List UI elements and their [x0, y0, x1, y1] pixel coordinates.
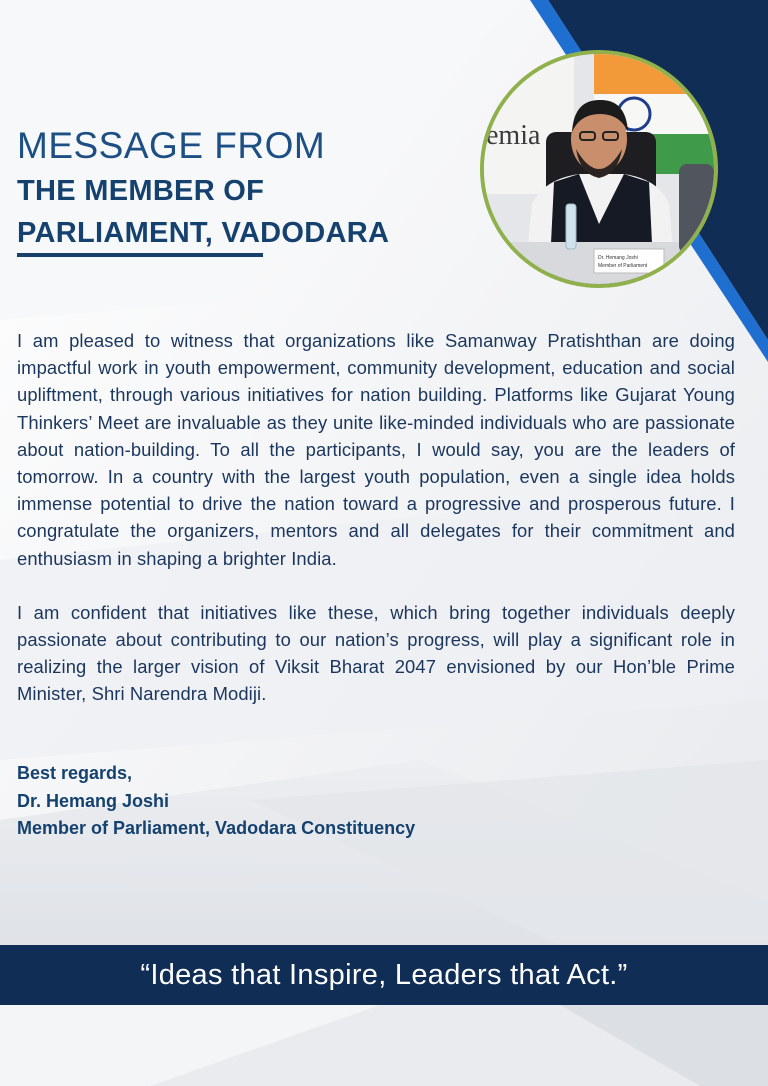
title-line-2: THE MEMBER OF PARLIAMENT, VADODARA — [17, 175, 390, 249]
title-underline — [17, 253, 263, 257]
footer-tagline-band — [0, 945, 768, 1005]
nameplate-name: Dr. Hemang Joshi — [598, 255, 638, 261]
signoff-closing: Best regards, — [17, 763, 133, 783]
portrait-photo — [480, 50, 718, 288]
message-paragraph-2: I am confident that initiatives like these, which bring together individuals deeply passionate about contributing to our nation’s progress, will play a significant role in realizing the larger vision of Viksit Bharat 2047 envisioned by our Hon’ble Prime Minister, Shri Narendra Modiji. — [17, 601, 735, 705]
signoff-designation: Member of Parliament, Vadodara Constituency — [17, 818, 416, 838]
message-paragraph-1: I am pleased to witness that organizations like Samanway Pratishthan are doing impactful work in youth empowerment, community development, education and social upliftment, through various initiatives for nation building. Platforms like Gujarat Young Thinkers’ Meet are invaluable as they unite like-minded individuals who are passionate about nation-building. To all the participants, I would say, you are the leaders of tomorrow. In a country with the largest youth population, even a single idea holds immense potential to drive the nation toward a progressive and prosperous future. I congratulate the organizers, mentors and all delegates for their commitment and enthusiasm in shaping a brighter India. — [17, 330, 735, 569]
portrait-illustration — [484, 54, 714, 284]
signoff-block — [17, 760, 415, 843]
footer-tagline: “Ideas that Inspire, Leaders that Act.” — [140, 958, 628, 991]
backdrop-text: emia — [486, 120, 541, 151]
message-body — [17, 327, 735, 735]
nameplate-role: Member of Parliament — [598, 263, 648, 269]
signoff-name: Dr. Hemang Joshi — [17, 790, 170, 811]
title-line-1: MESSAGE FROM — [17, 125, 326, 166]
